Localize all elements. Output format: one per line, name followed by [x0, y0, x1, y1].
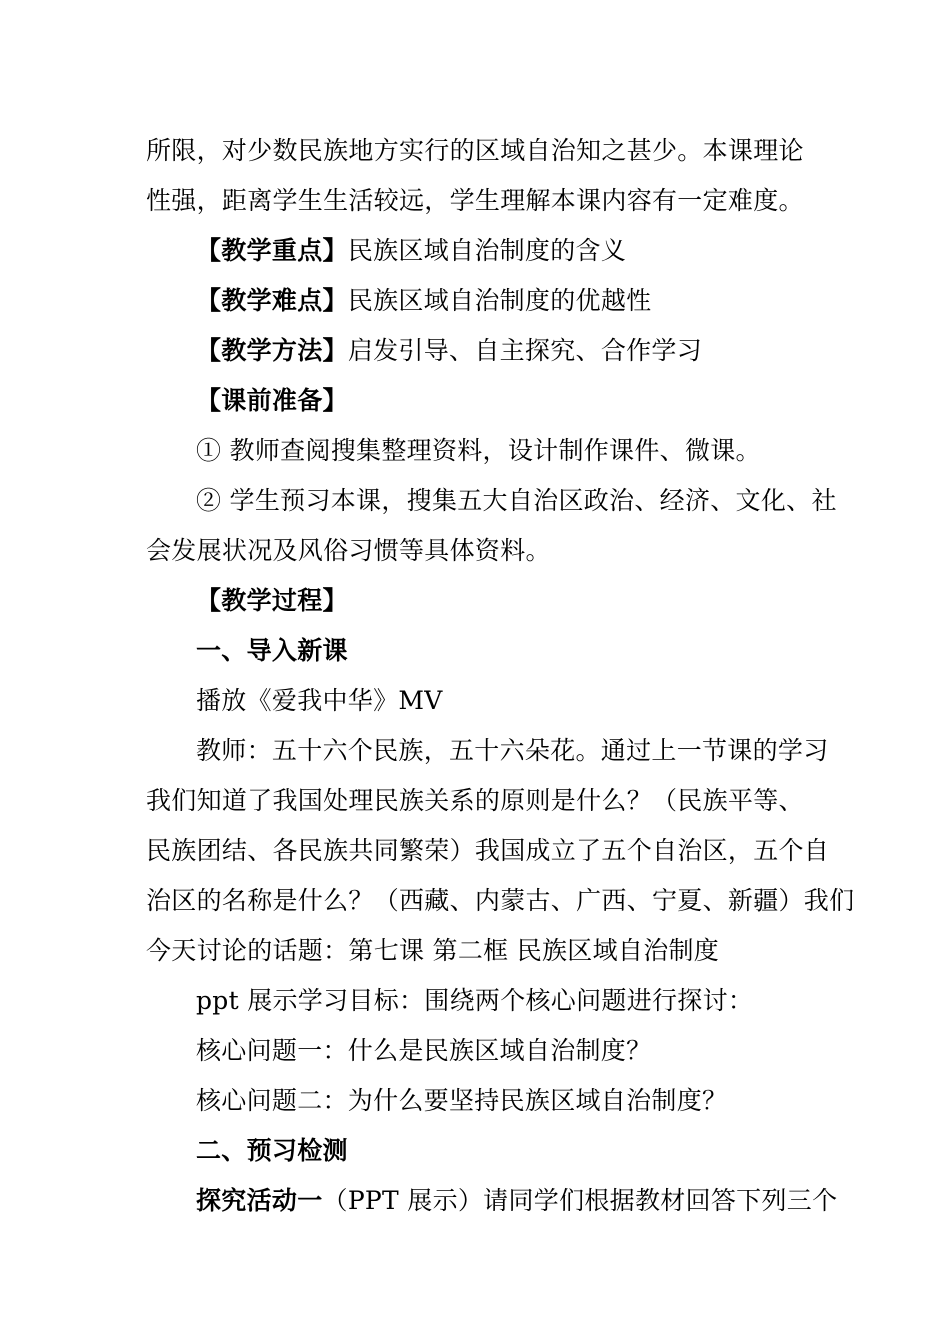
line-text: 启发引导、自主探究、合作学习 — [347, 336, 703, 365]
section-label: 二、预习检测 — [196, 1136, 348, 1165]
paragraph-line — [146, 131, 814, 171]
line-text: 播放《爱我中华》MV — [196, 686, 443, 715]
line-text: ① 教师查阅搜集整理资料，设计制作课件、微课。 — [196, 436, 761, 465]
line-text: 会发展状况及风俗习惯等具体资料。 — [146, 536, 551, 565]
list-item — [196, 431, 814, 471]
teaching-focus — [196, 231, 814, 271]
paragraph-line — [146, 181, 814, 221]
line-text: 核心问题二：为什么要坚持民族区域自治制度？ — [196, 1086, 728, 1115]
line-text: ppt 展示学习目标：围绕两个核心问题进行探讨： — [196, 986, 754, 1015]
preparation-heading — [196, 381, 814, 421]
line-text: 今天讨论的话题：第七课 第二框 民族区域自治制度 — [146, 936, 720, 965]
section-label: 【教学过程】 — [196, 586, 348, 615]
line-text: 性强，距离学生生活较远，学生理解本课内容有一定难度。 — [146, 186, 804, 215]
line-text: 核心问题一：什么是民族区域自治制度？ — [196, 1036, 652, 1065]
line-text: （PPT 展示）请同学们根据教材回答下列三个 — [322, 1186, 838, 1215]
teaching-method — [196, 331, 814, 371]
line-text: 所限，对少数民族地方实行的区域自治知之甚少。本课理论 — [146, 136, 804, 165]
section-label: 【课前准备】 — [196, 386, 348, 415]
line-text: 治区的名称是什么？（西藏、内蒙古、广西、宁夏、新疆）我们 — [146, 886, 855, 915]
paragraph-line — [196, 981, 814, 1021]
line-text: ② 学生预习本课，搜集五大自治区政治、经济、文化、社 — [196, 486, 837, 515]
line-text: 民族区域自治制度的优越性 — [347, 286, 652, 315]
line-text: 教师：五十六个民族，五十六朵花。通过上一节课的学习 — [196, 736, 829, 765]
line-text: 民族团结、各民族共同繁荣）我国成立了五个自治区，五个自 — [146, 836, 830, 865]
paragraph-line — [146, 931, 814, 971]
section-label: 【教学方法】 — [196, 336, 348, 365]
section-label: 探究活动一 — [196, 1186, 323, 1215]
line-text: 民族区域自治制度的含义 — [347, 236, 627, 265]
paragraph-line — [146, 831, 830, 871]
line-text: 我们知道了我国处理民族关系的原则是什么？（民族平等、 — [146, 786, 804, 815]
section-heading-preview — [196, 1131, 814, 1171]
teaching-difficulty — [196, 281, 814, 321]
paragraph-line — [196, 1081, 814, 1121]
section-heading-intro — [196, 631, 814, 671]
activity-line — [196, 1181, 838, 1221]
paragraph-line — [196, 681, 814, 721]
paragraph-line — [146, 881, 855, 921]
paragraph-line — [146, 781, 814, 821]
process-heading — [196, 581, 814, 621]
paragraph-line — [196, 1031, 814, 1071]
section-label: 一、导入新课 — [196, 636, 348, 665]
paragraph-line — [196, 731, 829, 771]
paragraph-line — [146, 531, 814, 571]
section-label: 【教学难点】 — [196, 286, 348, 315]
list-item — [196, 481, 837, 521]
section-label: 【教学重点】 — [196, 236, 348, 265]
